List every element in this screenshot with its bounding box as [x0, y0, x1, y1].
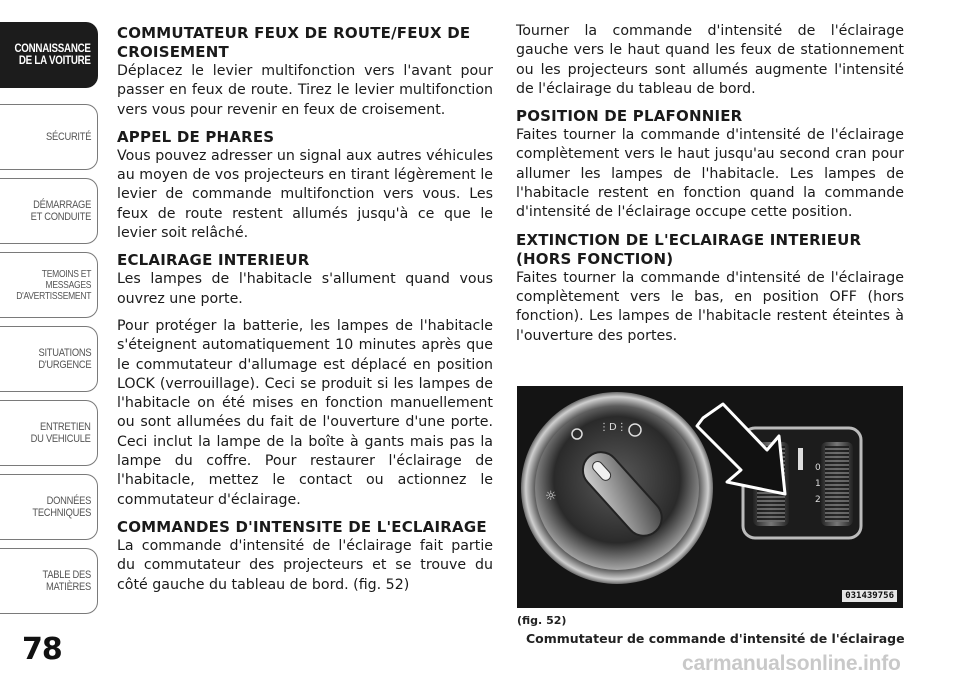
right-column [516, 22, 904, 354]
dimmer-mark-0: 0 [815, 463, 821, 473]
dimmer-mark-1: 1 [815, 479, 821, 489]
tab-label: SITUATIONS D'URGENCE [37, 347, 91, 371]
auto-light-icon: ☼ [545, 489, 557, 504]
chapter-tabs [0, 0, 100, 678]
paragraph: Vous pouvez adresser un signal aux autres véhicules au moyen de vos projecteurs en tirant légèrement le levier de commande multifonction vers vous. Les feux de route restent allumés jusqu'à ce que le levier soit relâché. [117, 147, 493, 242]
left-column [117, 22, 493, 603]
heading-extinction-eclairage: EXTINCTION DE L'ECLAIRAGE INTERIEUR (HORS FONCTION) [516, 230, 862, 268]
paragraph: Tourner la commande d'intensité de l'éclairage gauche vers le haut quand les feux de stationnement ou les projecteurs sont allumés augmente l'intensité de l'éclairage du tableau de bord. [516, 23, 904, 97]
tab-situations-urgence[interactable] [0, 326, 98, 392]
figure-headlamp-switch [517, 386, 903, 608]
parking-light-icon: ⋮D⋮ [599, 422, 627, 433]
tab-label: ENTRETIEN DU VEHICULE [30, 421, 91, 445]
tab-table-matieres[interactable] [0, 548, 98, 614]
figure-id-label: 031439756 [842, 590, 897, 602]
paragraph: Faites tourner la commande d'intensité de l'éclairage complètement vers le haut jusqu'au second cran pour allumer les lampes de l'habitacle. Les lampes de l'habitacle restent en fonction quand la commande d'intensité de l'éclairage occupe cette position. [516, 127, 904, 221]
tab-connaissance-voiture[interactable] [0, 22, 98, 88]
paragraph: Faites tourner la commande d'intensité de l'éclairage complètement vers le bas, en position OFF (hors fonction). Les lampes de l'habitacle restent éteintes à l'ouverture des portes. [516, 269, 904, 344]
headlamp-switch-illustration [517, 386, 903, 608]
tab-demarrage-conduite[interactable] [0, 178, 98, 244]
page-number: 78 [22, 632, 62, 667]
tab-label: DONNÉES TECHNIQUES [32, 495, 91, 519]
heading-eclairage-interieur: ECLAIRAGE INTERIEUR [117, 251, 310, 270]
watermark: carmanualsonline.info [682, 652, 901, 675]
tab-label: TABLE DES MATIÈRES [42, 569, 91, 593]
tab-securite[interactable] [0, 104, 98, 170]
tab-donnees-techniques[interactable] [0, 474, 98, 540]
figure-reference: (fig. 52) [517, 614, 567, 627]
paragraph: Les lampes de l'habitacle s'allument quand vous ouvrez une porte. [117, 271, 493, 307]
dome-light-icon [798, 448, 803, 470]
tab-label: DÉMARRAGE ET CONDUITE [30, 199, 91, 223]
heading-commandes-intensite: COMMANDES D'INTENSITE DE L'ECLAIRAGE [117, 517, 487, 536]
figure-caption: Commutateur de commande d'intensité de l'éclairage [526, 631, 905, 646]
tab-label: TEMOINS ET MESSAGES D'AVERTISSEMENT [16, 268, 91, 302]
paragraph: Pour protéger la batterie, les lampes de l'habitacle s'éteignent automatiquement 10 minutes après que le commutateur d'allumage est déplacé en position LOCK (verrouillage). Ceci se produit si les lampes de l'habitacle on été mises en fonction manuellement ou sont allumées du fait de l'ouverture d'une porte. Ceci inclut la lampe de la boîte à gants mais pas la lampe du coffre. Pour restaurer l'éclairage de l'habitacle, mettez le contact ou actionnez le commutateur d'éclairage. [117, 317, 493, 508]
paragraph: La commande d'intensité de l'éclairage fait partie du commutateur des projecteurs et se trouve du côté gauche du tableau de bord. (fig. 52) [117, 537, 493, 593]
tab-label: CONNAISSANCE DE LA VOITURE [14, 43, 91, 67]
tab-label: SÉCURITÉ [45, 131, 91, 143]
heading-position-plafonnier: POSITION DE PLAFONNIER [516, 107, 743, 126]
heading-appel-phares: APPEL DE PHARES [117, 127, 275, 146]
dimmer-wheel-ridges [825, 446, 849, 522]
heading-feux-route: COMMUTATEUR FEUX DE ROUTE/FEUX DE CROISEMENT [117, 24, 471, 61]
dimmer-mark-2: 2 [815, 495, 821, 505]
paragraph: Déplacez le levier multifonction vers l'avant pour passer en feux de route. Tirez le levier multifonction vers vous pour revenir en feux de croisement. [117, 63, 493, 118]
tab-entretien-vehicule[interactable] [0, 400, 98, 466]
tab-temoins-messages[interactable] [0, 252, 98, 318]
